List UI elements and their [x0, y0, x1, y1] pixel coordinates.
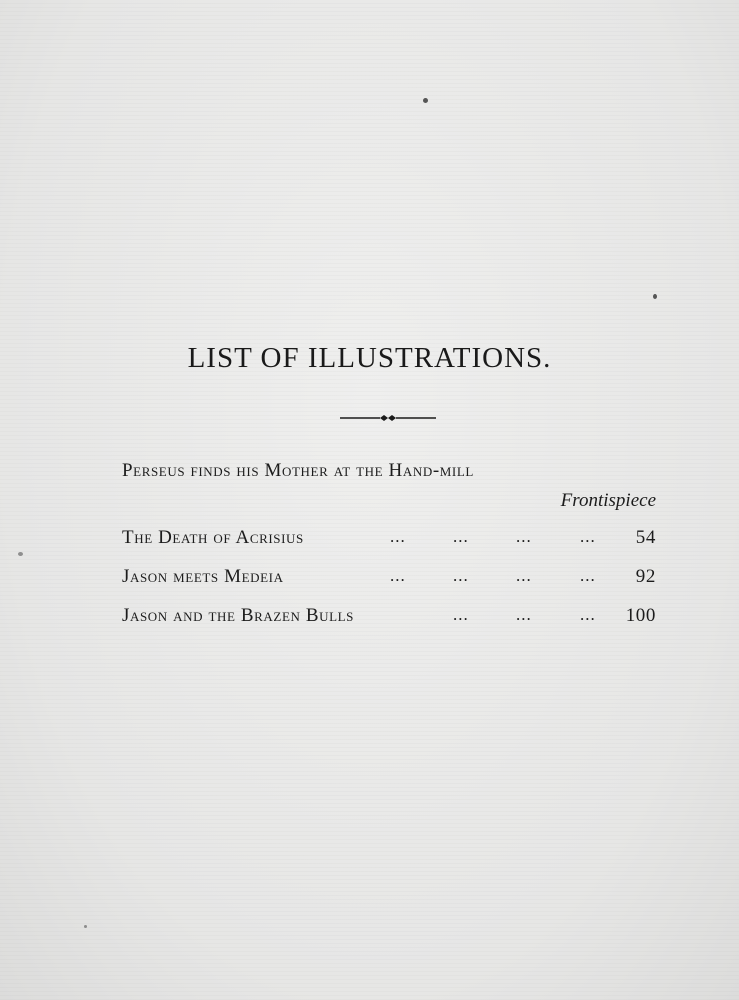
ornament-rule-icon	[340, 408, 436, 428]
page-number: 100	[625, 605, 656, 626]
entry-location: Frontispiece	[560, 490, 656, 511]
page-number: 92	[635, 566, 656, 587]
entry-label: Perseus finds his Mother at the Hand-mill	[122, 460, 474, 481]
leader-dots: ...	[453, 605, 469, 624]
entry-label: Jason meets Medeia	[122, 566, 284, 587]
entry-label: The Death of Acrisius	[122, 527, 304, 548]
leader-dots: ...	[580, 605, 596, 624]
leader-dots: ...	[580, 527, 596, 546]
paper-speck	[653, 294, 657, 299]
leader-dots: ...	[516, 605, 532, 624]
leader-dots: ...	[516, 566, 532, 585]
illustration-entry	[122, 605, 658, 629]
leader-dots: ...	[453, 527, 469, 546]
page-number: 54	[635, 527, 656, 548]
leader-dots: ...	[453, 566, 469, 585]
illustration-entry	[122, 460, 658, 484]
leader-dots: ...	[516, 527, 532, 546]
illustration-entry	[122, 566, 658, 590]
leader-dots: ...	[390, 527, 406, 546]
paper-speck	[18, 552, 23, 556]
leader-dots: ...	[390, 566, 406, 585]
page-title: LIST OF ILLUSTRATIONS.	[187, 342, 552, 374]
paper-speck	[84, 925, 87, 928]
leader-dots: ...	[580, 566, 596, 585]
illustration-entry	[122, 527, 658, 551]
paper-speck	[423, 98, 428, 103]
entry-label: Jason and the Brazen Bulls	[122, 605, 354, 626]
